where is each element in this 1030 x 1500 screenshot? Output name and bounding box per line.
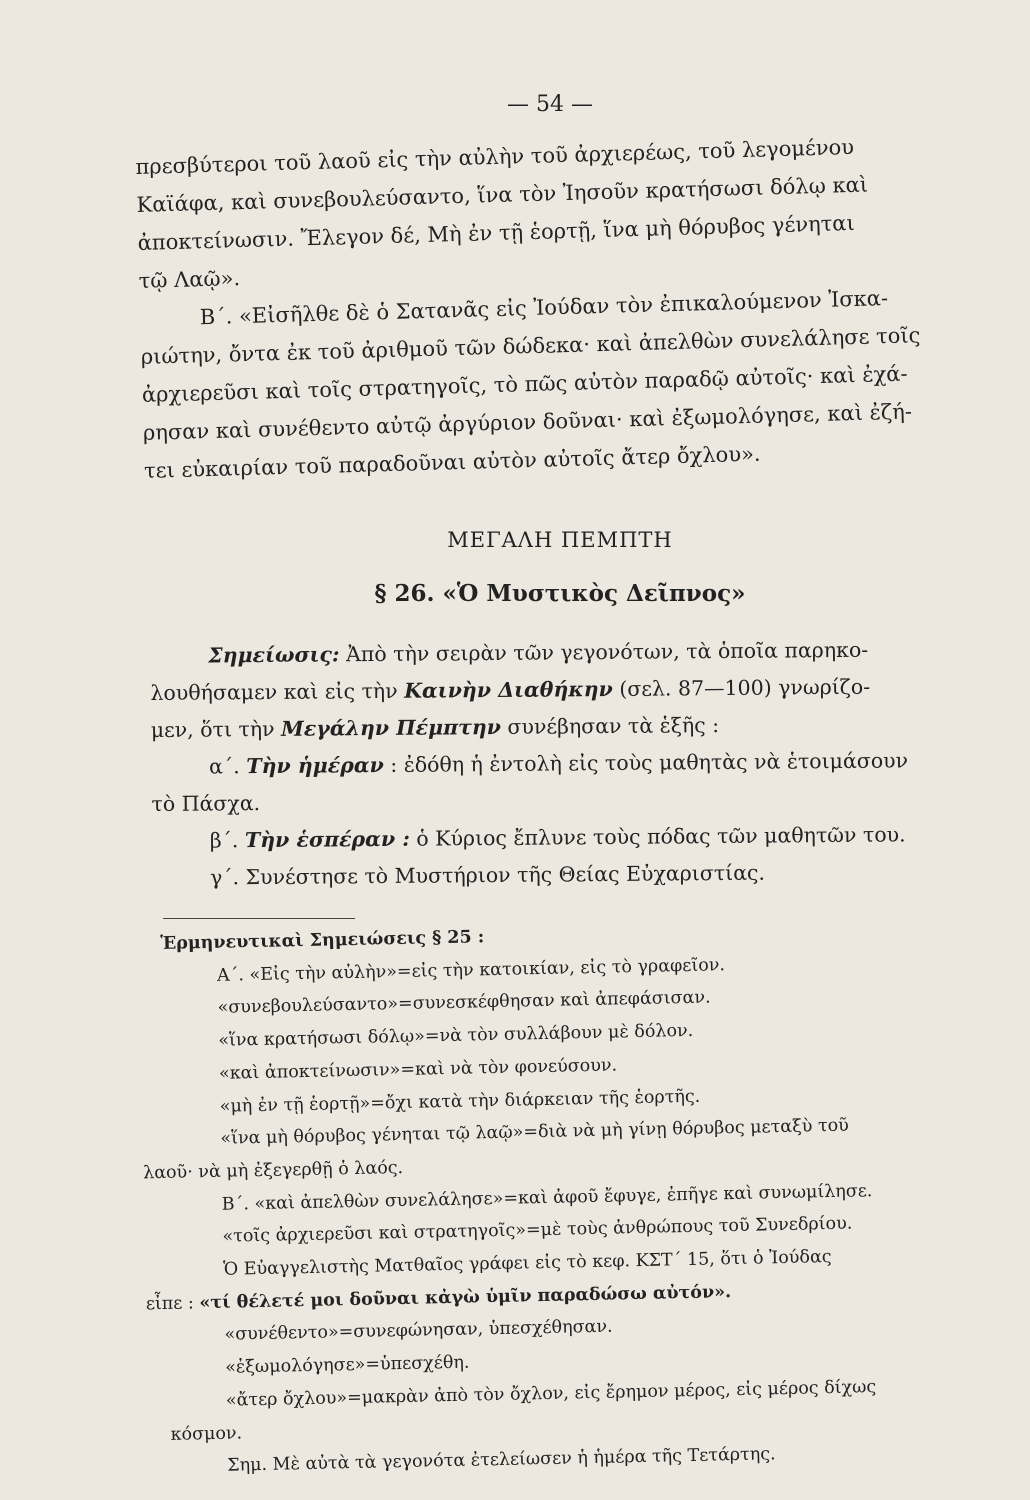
- hermeneutic-line: «καὶ ἀποκτείνωσιν»=καὶ νὰ τὸν φονεύσουν.: [218, 1055, 618, 1084]
- footnote-divider: [163, 918, 355, 919]
- item-text: : ἐδόθη ἡ ἐντολὴ εἰς τοὺς μαθητὰς νὰ ἑτοιμάσουν: [390, 748, 909, 777]
- body-line: τει εὐκαιρίαν τοῦ παραδοῦναι αὐτὸν αὐτοῖς ἄτερ ὄχλου».: [143, 441, 761, 483]
- hermeneutic-line: Ὁ Εὐαγγελιστὴς Ματθαῖος γράφει εἰς τὸ κεφ. ΚΣΤ΄ 15, ὅτι ὁ Ἰούδας: [222, 1247, 832, 1280]
- notes-emphasis: Μεγάλην Πέμπτην: [280, 714, 502, 741]
- item-text: ὁ Κύριος ἔπλυνε τοὺς πόδας τῶν μαθητῶν του.: [416, 822, 906, 851]
- body-line: Β΄. «Εἰσῆλθε δὲ ὁ Σατανᾶς εἰς Ἰούδαν τὸν ἐπικαλούμενον Ἰσκα-: [199, 286, 889, 330]
- notes-text: συνέβησαν τὰ ἑξῆς :: [507, 713, 720, 739]
- section-heading: § 26. «Ὁ Μυστικὸς Δεῖπνος»: [374, 580, 746, 607]
- hermeneutic-line: Σημ. Μὲ αὐτὰ τὰ γεγονότα ἐτελείωσεν ἡ ἡμέρα τῆς Τετάρτης.: [227, 1444, 776, 1476]
- notes-line: τὸ Πάσχα.: [151, 791, 261, 816]
- item-label: Τὴν ἡμέραν: [246, 752, 384, 779]
- hermeneutic-line: λαοῦ· νὰ μὴ ἐξεγερθῇ ὁ λαός.: [142, 1157, 404, 1184]
- body-line: πρεσβύτεροι τοῦ λαοῦ εἰς τὴν αὐλὴν τοῦ ἀρχιερέως, τοῦ λεγομένου: [135, 134, 855, 179]
- page-number: — 54 —: [507, 92, 593, 117]
- body-line: τῷ Λαῷ».: [138, 266, 241, 293]
- item-label: Τὴν ἑσπέραν :: [244, 826, 410, 853]
- hermeneutic-line: κόσμον.: [170, 1422, 243, 1445]
- hermeneutic-text: εἶπε :: [145, 1293, 195, 1315]
- notes-text: (σελ. 87—100) γνωρίζο-: [619, 674, 871, 701]
- notes-emphasis: Καινὴν Διαθήκην: [404, 676, 613, 703]
- hermeneutic-line: Α΄. «Εἰς τὴν αὐλὴν»=εἰς τὴν κατοικίαν, εἰς τὸ γραφεῖον.: [216, 954, 726, 986]
- notes-item-c: γ΄. Συνέστησε τὸ Μυστήριον τῆς Θείας Εὐχαριστίας.: [209, 860, 766, 890]
- hermeneutic-line: «τοῖς ἀρχιερεῦσι καὶ στρατηγοῖς»=μὲ τοὺς ἀνθρώπους τοῦ Συνεδρίου.: [222, 1213, 853, 1248]
- hermeneutic-line: «συνέθεντο»=συνεφώνησαν, ὑπεσχέθησαν.: [224, 1317, 613, 1346]
- notes-text: Ἀπὸ τὴν σειρὰν τῶν γεγονότων, τὰ ὁποῖα παρηκο-: [345, 637, 869, 667]
- body-line: ριώτην, ὄντα ἐκ τοῦ ἀριθμοῦ τῶν δώδεκα· καὶ ἀπελθὼν συνελάλησε τοῖς: [140, 323, 921, 369]
- body-line: Καϊάφα, καὶ συνεβουλεύσαντο, ἵνα τὸν Ἰησοῦν κρατήσωσι δόλῳ καὶ: [136, 172, 869, 217]
- notes-item-b: [152, 816, 972, 860]
- body-line: ἀρχιερεῦσι καὶ τοῖς στρατηγοῖς, τὸ πῶς αὐτὸν παραδῷ αὐτοῖς· καὶ ἐχά-: [141, 361, 908, 407]
- hermeneutic-line: «ἵνα μὴ θόρυβος γένηται τῷ λαῷ»=διὰ νὰ μὴ γίνῃ θόρυβος μεταξὺ τοῦ: [220, 1115, 850, 1149]
- notes-label: Σημείωσις:: [208, 642, 340, 668]
- hermeneutic-title: Ἑρμηνευτικαὶ Σημειώσεις § 25 :: [160, 927, 485, 954]
- hermeneutic-line: Β΄. «καὶ ἀπελθὼν συνελάλησε»=καὶ ἀφοῦ ἔφυγε, ἐπῆγε καὶ συνωμίλησε.: [221, 1180, 873, 1215]
- body-text: [135, 125, 974, 490]
- item-prefix: α΄.: [209, 754, 240, 779]
- hermeneutic-line: «ἐξωμολόγησε»=ὑπεσχέθη.: [225, 1352, 470, 1378]
- item-prefix: β΄.: [209, 828, 239, 853]
- hermeneutic-line: «ἵνα κρατήσωσι δόλῳ»=νὰ τὸν συλλάβουν μὲ δόλον.: [218, 1020, 694, 1051]
- notes-text: μεν, ὅτι τὴν: [150, 716, 275, 742]
- notes-line: [150, 668, 970, 712]
- hermeneutic-line: «ἄτερ ὄχλου»=μακρὰν ἀπὸ τὸν ὄχλον, εἰς ἔρημον μέρος, εἰς μέρος δίχως: [225, 1376, 877, 1411]
- section-title: ΜΕΓΑΛΗ ΠΕΜΠΤΗ: [447, 528, 673, 552]
- body-line: ἀποκτείνωσιν. Ἔλεγον δέ, Μὴ ἐν τῇ ἑορτῇ, ἵνα μὴ θόρυβος γένηται: [137, 210, 855, 255]
- body-line: ρησαν καὶ συνέθεντο αὐτῷ ἀργύριον δοῦναι· καὶ ἐξωμολόγησε, καὶ ἐζή-: [142, 399, 913, 445]
- hermeneutic-line: «μὴ ἐν τῇ ἑορτῇ»=ὄχι κατὰ τὴν διάρκειαν τῆς ἑορτῆς.: [219, 1086, 701, 1117]
- hermeneutic-notes: [142, 911, 991, 1484]
- hermeneutic-line: «συνεβουλεύσαντο»=συνεσκέφθησαν καὶ ἀπεφάσισαν.: [217, 987, 711, 1019]
- hermeneutic-quote: «τί θέλετέ μοι δοῦναι κἀγὼ ὑμῖν παραδώσω αὐτόν».: [199, 1281, 732, 1313]
- notes-text: λουθήσαμεν καὶ εἰς τὴν: [150, 678, 398, 705]
- notes-block: [150, 631, 972, 897]
- notes-item-a: [151, 742, 971, 786]
